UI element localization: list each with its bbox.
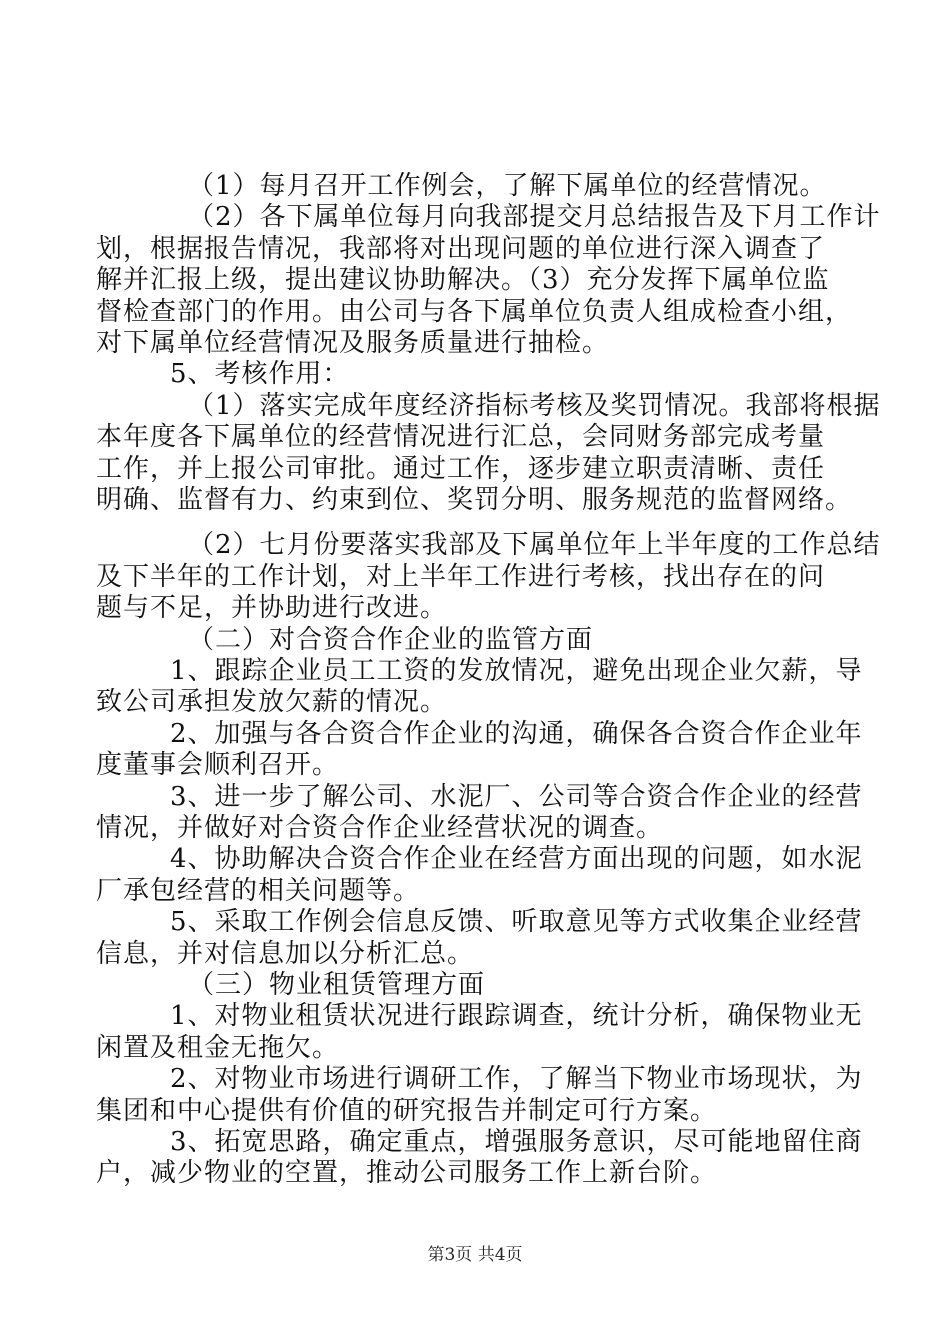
paragraph-line: 度董事会顺利召开。 bbox=[96, 750, 340, 781]
page-number: 第3页 共4页 bbox=[427, 1245, 523, 1265]
paragraph-line: 1、跟踪企业员工工资的发放情况，避免出现企业欠薪，导 bbox=[170, 656, 863, 686]
paragraph-line: （2）七月份要落实我部及下属单位年上半年度的工作总结 bbox=[188, 530, 881, 561]
section-heading: （三）物业租赁管理方面 bbox=[188, 970, 486, 1000]
paragraph-line: 3、拓宽思路，确定重点，增强服务意识，尽可能地留住商 bbox=[170, 1127, 863, 1157]
paragraph-line: （1）每月召开工作例会，了解下属单位的经营情况。 bbox=[188, 171, 827, 201]
paragraph-line: （2）各下属单位每月向我部提交月总结报告及下月工作计 bbox=[188, 202, 881, 233]
paragraph-line: 3、进一步了解公司、水泥厂、公司等合资合作企业的经营 bbox=[170, 781, 863, 812]
paragraph-line: 及下半年的工作计划，对上半年工作进行考核，找出存在的问 bbox=[96, 561, 826, 592]
paragraph-line: 1、对物业租赁状况进行跟踪调查，统计分析，确保物业无 bbox=[170, 1001, 863, 1032]
paragraph-line: 4、协助解决合资合作企业在经营方面出现的问题，如水泥 bbox=[170, 844, 863, 875]
paragraph-line: （1）落实完成年度经济指标考核及奖罚情况。我部将根据 bbox=[188, 390, 881, 421]
paragraph-line: 闲置及租金无拖欠。 bbox=[96, 1032, 340, 1063]
paragraph-line: 集团和中心提供有价值的研究报告并制定可行方案。 bbox=[96, 1095, 718, 1126]
paragraph-line: 信息，并对信息加以分析汇总。 bbox=[96, 938, 475, 969]
paragraph-line: 户，减少物业的空置，推动公司服务工作上新台阶。 bbox=[96, 1158, 718, 1189]
paragraph-line: 对下属单位经营情况及服务质量进行抽检。 bbox=[96, 328, 610, 358]
section-heading: 5、考核作用： bbox=[170, 359, 350, 390]
paragraph-line: 致公司承担发放欠薪的情况。 bbox=[96, 687, 448, 718]
paragraph-line: 2、对物业市场进行调研工作，了解当下物业市场现状，为 bbox=[170, 1064, 863, 1095]
paragraph-line: 工作，并上报公司审批。通过工作，逐步建立职责清晰、责任 bbox=[96, 453, 826, 484]
paragraph-line: 解并汇报上级，提出建议协助解决。（3）充分发挥下属单位监 bbox=[96, 265, 830, 296]
paragraph-line: 题与不足，并协助进行改进。 bbox=[96, 593, 448, 624]
section-heading: （二）对合资合作企业的监管方面 bbox=[188, 624, 594, 655]
paragraph-line: 督检查部门的作用。由公司与各下属单位负责人组成检查小组， bbox=[96, 296, 853, 327]
paragraph-line: 情况，并做好对合资合作企业经营状况的调查。 bbox=[96, 813, 664, 843]
paragraph-line: 2、加强与各合资合作企业的沟通，确保各合资合作企业年 bbox=[170, 718, 863, 749]
paragraph-line: 厂承包经营的相关问题等。 bbox=[96, 875, 421, 906]
paragraph-line: 5、采取工作例会信息反馈、听取意见等方式收集企业经营 bbox=[170, 907, 863, 938]
paragraph-line: 本年度各下属单位的经营情况进行汇总，会同财务部完成考量 bbox=[96, 422, 826, 453]
paragraph-line: 划，根据报告情况，我部将对出现问题的单位进行深入调查了 bbox=[96, 233, 826, 264]
paragraph-line: 明确、监督有力、约束到位、奖罚分明、服务规范的监督网络。 bbox=[96, 485, 853, 515]
